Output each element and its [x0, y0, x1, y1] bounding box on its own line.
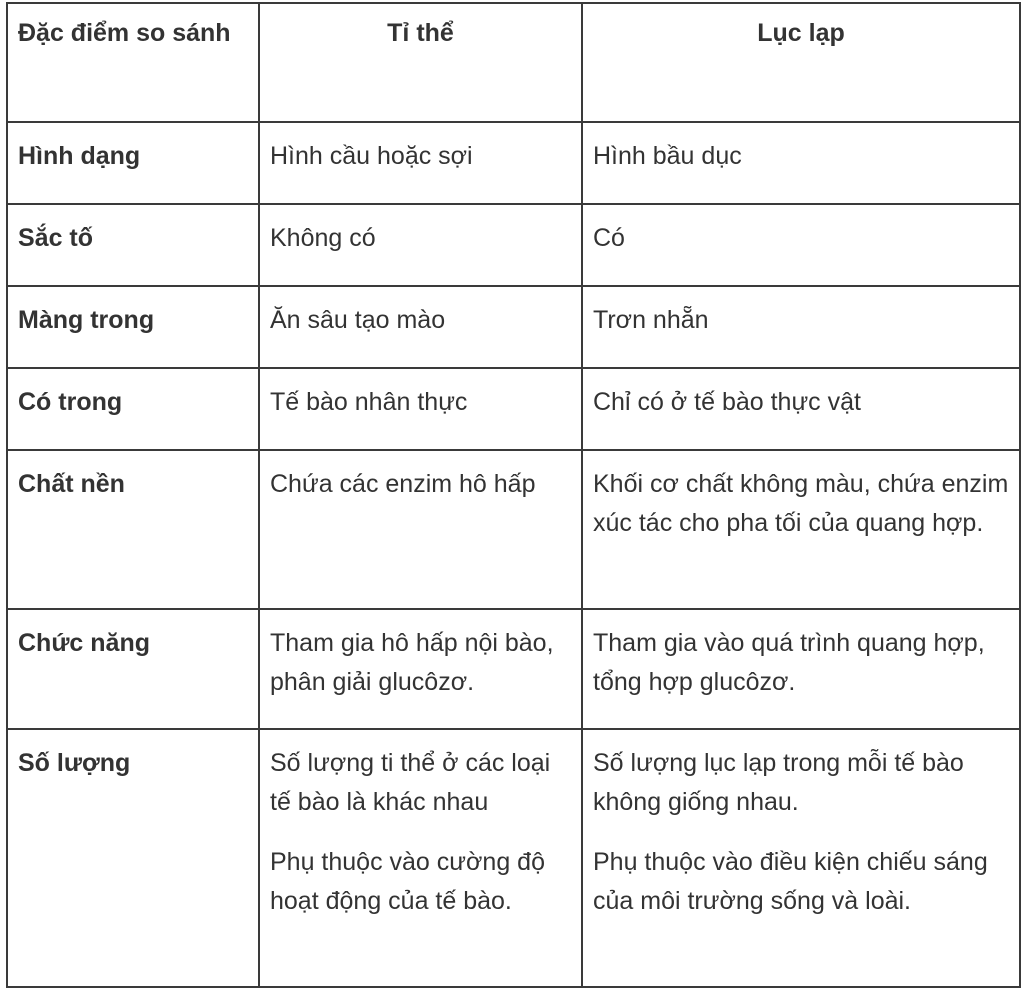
mitochondria-cell — [259, 204, 582, 286]
row-label: Hình dạng — [7, 122, 259, 204]
cell-text: Khối cơ chất không màu, chứa enzim xúc tác cho pha tối của quang hợp. — [593, 470, 1009, 537]
cell-text: Tham gia hô hấp nội bào, phân giải glucôzơ. — [270, 629, 554, 696]
row-label: Màng trong — [7, 286, 259, 368]
mitochondria-cell — [259, 450, 582, 609]
chloroplast-cell — [582, 729, 1020, 987]
cell-text: Hình cầu hoặc sợi — [270, 142, 473, 170]
table-row — [7, 204, 1020, 286]
table-row — [7, 122, 1020, 204]
cell-text: Số lượng lục lạp trong mỗi tế bào không giống nhau. — [593, 749, 964, 816]
mitochondria-cell — [259, 729, 582, 987]
table-row — [7, 729, 1020, 987]
chloroplast-cell — [582, 368, 1020, 450]
cell-text: Có — [593, 224, 625, 252]
cell-text: Số lượng ti thể ở các loại tế bào là khác nhau — [270, 749, 551, 816]
row-label: Sắc tố — [7, 204, 259, 286]
cell-text: Phụ thuộc vào điều kiện chiếu sáng của môi trường sống và loài. — [593, 848, 988, 915]
row-label: Số lượng — [7, 729, 259, 987]
cell-text: Phụ thuộc vào cường độ hoạt động của tế bào. — [270, 848, 545, 915]
table-row — [7, 609, 1020, 729]
cell-text: Trơn nhẵn — [593, 306, 709, 334]
mitochondria-cell — [259, 609, 582, 729]
table-row — [7, 286, 1020, 368]
cell-text: Chỉ có ở tế bào thực vật — [593, 388, 861, 416]
header-chloroplast: Lục lạp — [582, 3, 1020, 122]
header-mitochondria: Tỉ thể — [259, 3, 582, 122]
chloroplast-cell — [582, 122, 1020, 204]
comparison-table — [6, 2, 1021, 988]
mitochondria-cell — [259, 286, 582, 368]
row-label: Có trong — [7, 368, 259, 450]
table-row — [7, 450, 1020, 609]
row-label: Chất nền — [7, 450, 259, 609]
cell-text: Tham gia vào quá trình quang hợp, tổng hợp glucôzơ. — [593, 629, 985, 696]
table-header-row — [7, 3, 1020, 122]
cell-text: Không có — [270, 224, 376, 252]
header-criteria: Đặc điểm so sánh — [7, 3, 259, 122]
cell-text: Chứa các enzim hô hấp — [270, 470, 536, 498]
cell-text: Hình bầu dục — [593, 142, 742, 170]
cell-text: Tế bào nhân thực — [270, 388, 468, 416]
chloroplast-cell — [582, 286, 1020, 368]
chloroplast-cell — [582, 609, 1020, 729]
mitochondria-cell — [259, 122, 582, 204]
row-label: Chức năng — [7, 609, 259, 729]
chloroplast-cell — [582, 450, 1020, 609]
chloroplast-cell — [582, 204, 1020, 286]
cell-text: Ăn sâu tạo mào — [270, 306, 446, 334]
table-row — [7, 368, 1020, 450]
mitochondria-cell — [259, 368, 582, 450]
